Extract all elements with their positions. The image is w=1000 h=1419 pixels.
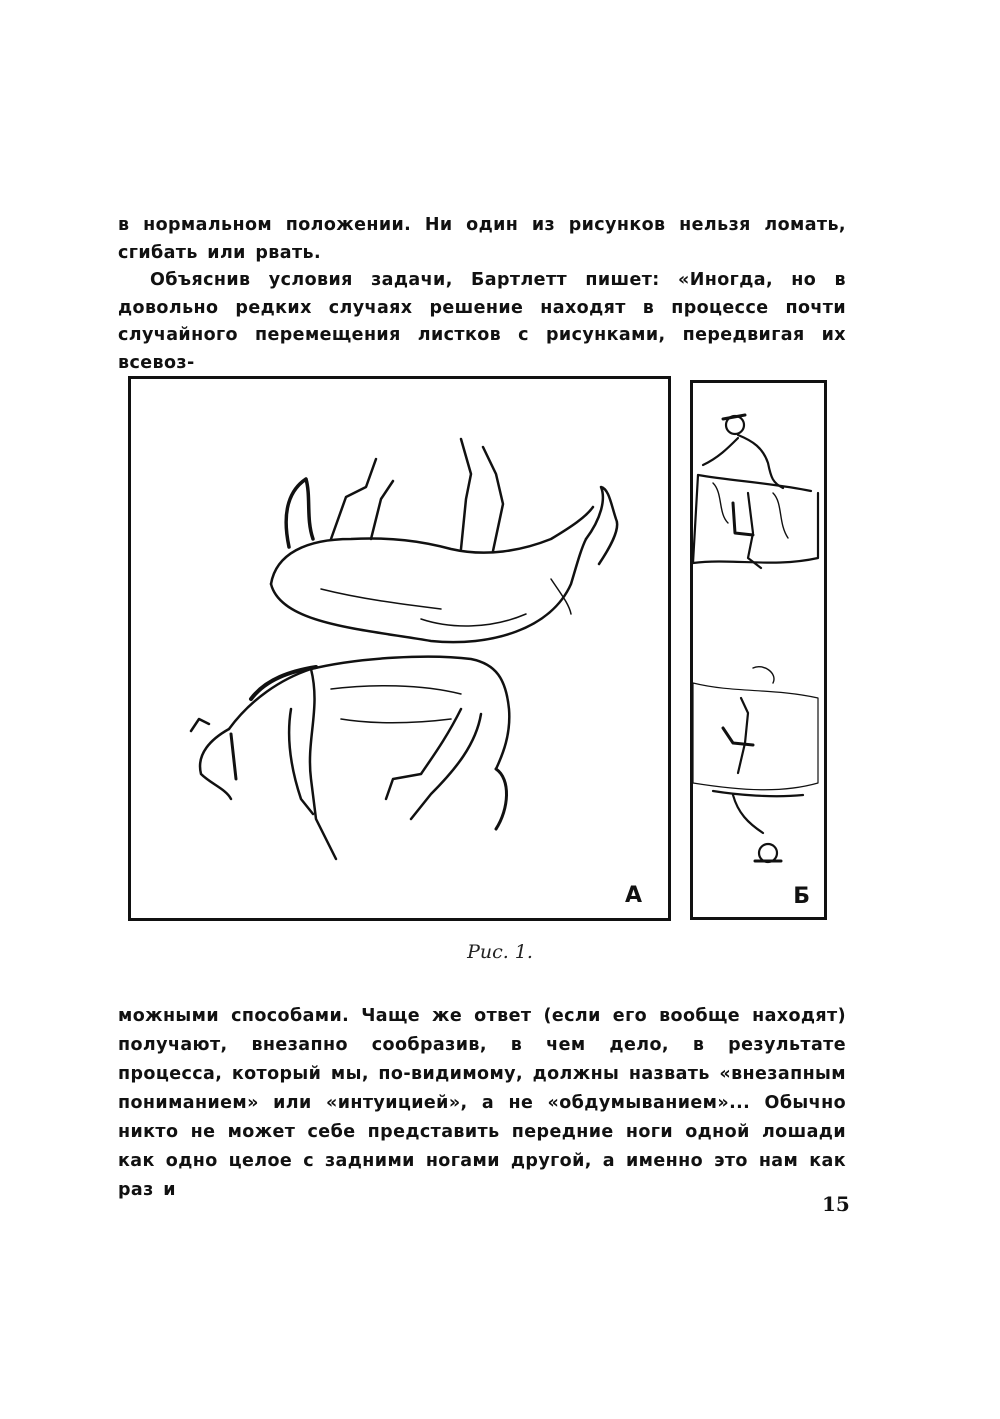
paragraph-3: можными способами. Чаще же ответ (если его вообще находят) получают, внезапно сообразив, в чем дело, в результате процесса, который мы, по-видимому, должны назвать «внезапным пониманием» или «интуицией», а не «обдумыванием»... Обычно никто не может себе представить передние ноги одной лошади как одно целое с задними ногами другой, а именно это нам как раз и [118,1006,846,1200]
jockeys-drawing [693,383,823,916]
figure-caption: Рис. 1. [467,941,533,963]
figure-panel-a [128,376,671,921]
paragraph-2: Объяснив условия задачи, Бартлетт пишет: «Иногда, но в довольно редких случаях решение находят в процессе почти случайного перемещения листков с рисунками, передвигая их всевоз- [118,270,846,373]
panel-b-label: Б [793,884,810,909]
panel-a-label: А [624,883,642,908]
page-number: 15 [822,1192,850,1216]
paragraph-1: в нормальном положении. Ни один из рисунков нельзя ломать, сгибать или рвать. [118,215,846,263]
horses-drawing [131,379,667,917]
figure-panel-b [690,380,827,920]
